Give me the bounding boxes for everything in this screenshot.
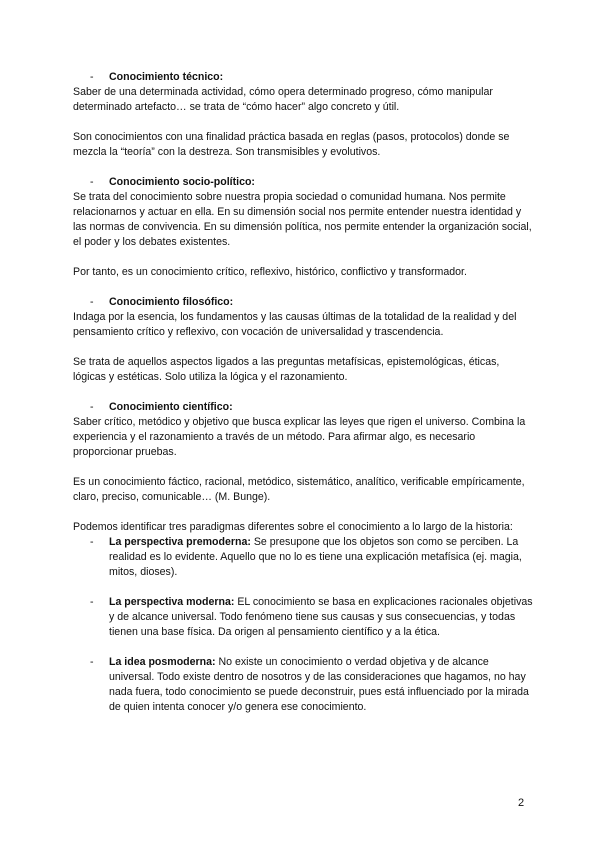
paradigm-text: No existe un conocimiento o verdad objetiva y de alcance universal. Todo existe dentro de nosotros y de las consideraciones que hagamos, no hay nada fuera, todo conocimiento se puede deconstruir, pues está influenciado por la mirada de quien intenta conocer y/o genera ese conocimiento. <box>109 656 529 713</box>
paradigm-title: La perspectiva moderna: <box>109 596 235 608</box>
paradigms-intro: Podemos identificar tres paradigmas diferentes sobre el conocimiento a lo largo de la historia: <box>73 521 513 533</box>
heading-text: Conocimiento científico: <box>109 401 233 413</box>
paragraph: Saber de una determinada actividad, cómo opera determinado progreso, cómo manipular determinado artefacto… se trata de “cómo hacer” algo concreto y útil. <box>73 86 493 113</box>
paradigm-text: EL conocimiento se basa en explicaciones racionales objetivas y de alcance universal. Todo fenómeno tiene sus causas y sus consecuencias, y todas tienen una base física. Da origen al pensamiento científico y a la ética. <box>109 596 533 638</box>
page-number: 2 <box>518 797 525 809</box>
paragraph: Saber crítico, metódico y objetivo que busca explicar las leyes que rigen el universo. Combina la experiencia y el razonamiento a través de un método. Para afirmar algo, es necesario proporcionar pruebas. <box>73 416 526 458</box>
heading-text: Conocimiento socio-político: <box>109 176 255 188</box>
bullet-dash: - <box>90 596 94 608</box>
paradigm-item-posmoderna <box>73 655 535 715</box>
paragraph: Por tanto, es un conocimiento crítico, reflexivo, histórico, conflictivo y transformador. <box>73 266 467 278</box>
paragraph: Indaga por la esencia, los fundamentos y las causas últimas de la totalidad de la realidad y del pensamiento crítico y reflexivo, con vocación de universalidad y trascendencia. <box>73 311 517 338</box>
paragraph: Es un conocimiento fáctico, racional, metódico, sistemático, analítico, verificable empíricamente, claro, preciso, comunicable… (M. Bunge). <box>73 476 525 503</box>
paragraph: Son conocimientos con una finalidad práctica basada en reglas (pasos, protocolos) donde se mezcla la “teoría” con la destreza. Son transmisibles y evolutivos. <box>73 131 510 158</box>
heading-conocimiento-sociopolitico <box>73 175 535 190</box>
paradigm-text: Se presupone que los objetos son como se perciben. La realidad es lo evidente. Aquello que no lo es tiene una explicación metafísica (ej. magia, mitos, dioses). <box>109 536 522 578</box>
paradigm-item-moderna <box>73 595 535 640</box>
document-page <box>73 70 535 715</box>
bullet-dash: - <box>90 296 94 308</box>
heading-text: Conocimiento técnico: <box>109 71 224 83</box>
paragraph: Se trata del conocimiento sobre nuestra propia sociedad o comunidad humana. Nos permite relacionarnos y actuar en ella. En su dimensión social nos permite entender nuestra identidad y las normas de convivencia. En su dimensión política, nos permite entender la organización social, el poder y los debates existentes. <box>73 191 532 248</box>
paradigm-title: La perspectiva premoderna: <box>109 536 251 548</box>
paradigm-item-premoderna <box>73 535 535 580</box>
paradigm-title: La idea posmoderna: <box>109 656 216 668</box>
paragraph: Se trata de aquellos aspectos ligados a las preguntas metafísicas, epistemológicas, éticas, lógicas y estéticas. Solo utiliza la lógica y el razonamiento. <box>73 356 500 383</box>
heading-conocimiento-cientifico <box>73 400 535 415</box>
bullet-dash: - <box>90 536 94 548</box>
bullet-dash: - <box>90 401 94 413</box>
heading-text: Conocimiento filosófico: <box>109 296 234 308</box>
bullet-dash: - <box>90 656 94 668</box>
heading-conocimiento-filosofico <box>73 295 535 310</box>
heading-conocimiento-tecnico <box>73 70 535 85</box>
bullet-dash: - <box>90 176 94 188</box>
bullet-dash: - <box>90 71 94 83</box>
